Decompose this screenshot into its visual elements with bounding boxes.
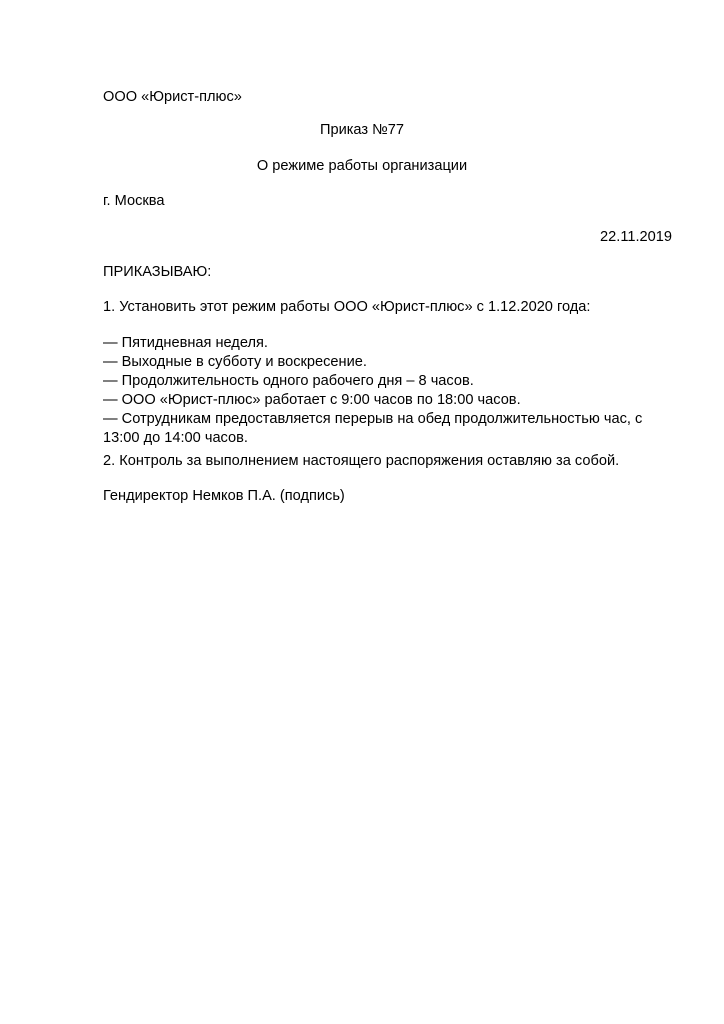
- work-schedule-list: [103, 334, 642, 448]
- list-item: — ООО «Юрист-плюс» работает с 9:00 часов по 18:00 часов.: [103, 392, 521, 408]
- organization-name: ООО «Юрист-плюс»: [103, 89, 242, 105]
- order-item-2: 2. Контроль за выполнением настоящего распоряжения оставляю за собой.: [103, 453, 620, 469]
- list-item: 13:00 до 14:00 часов.: [103, 430, 248, 446]
- signature-line: Гендиректор Немков П.А. (подпись): [103, 488, 345, 504]
- order-date: 22.11.2019: [600, 229, 672, 245]
- list-item: — Сотрудникам предоставляется перерыв на обед продолжительностью час, с: [103, 411, 643, 427]
- order-title: Приказ №77: [319, 122, 405, 138]
- list-item: — Выходные в субботу и воскресение.: [103, 354, 367, 370]
- city: г. Москва: [103, 193, 165, 209]
- order-directive: ПРИКАЗЫВАЮ:: [103, 264, 212, 280]
- list-item: — Продолжительность одного рабочего дня – 8 часов.: [103, 373, 474, 389]
- list-item: — Пятидневная неделя.: [103, 335, 268, 351]
- order-subject: О режиме работы организации: [256, 158, 468, 174]
- order-item-1: 1. Установить этот режим работы ООО «Юрист-плюс» с 1.12.2020 года:: [103, 299, 591, 315]
